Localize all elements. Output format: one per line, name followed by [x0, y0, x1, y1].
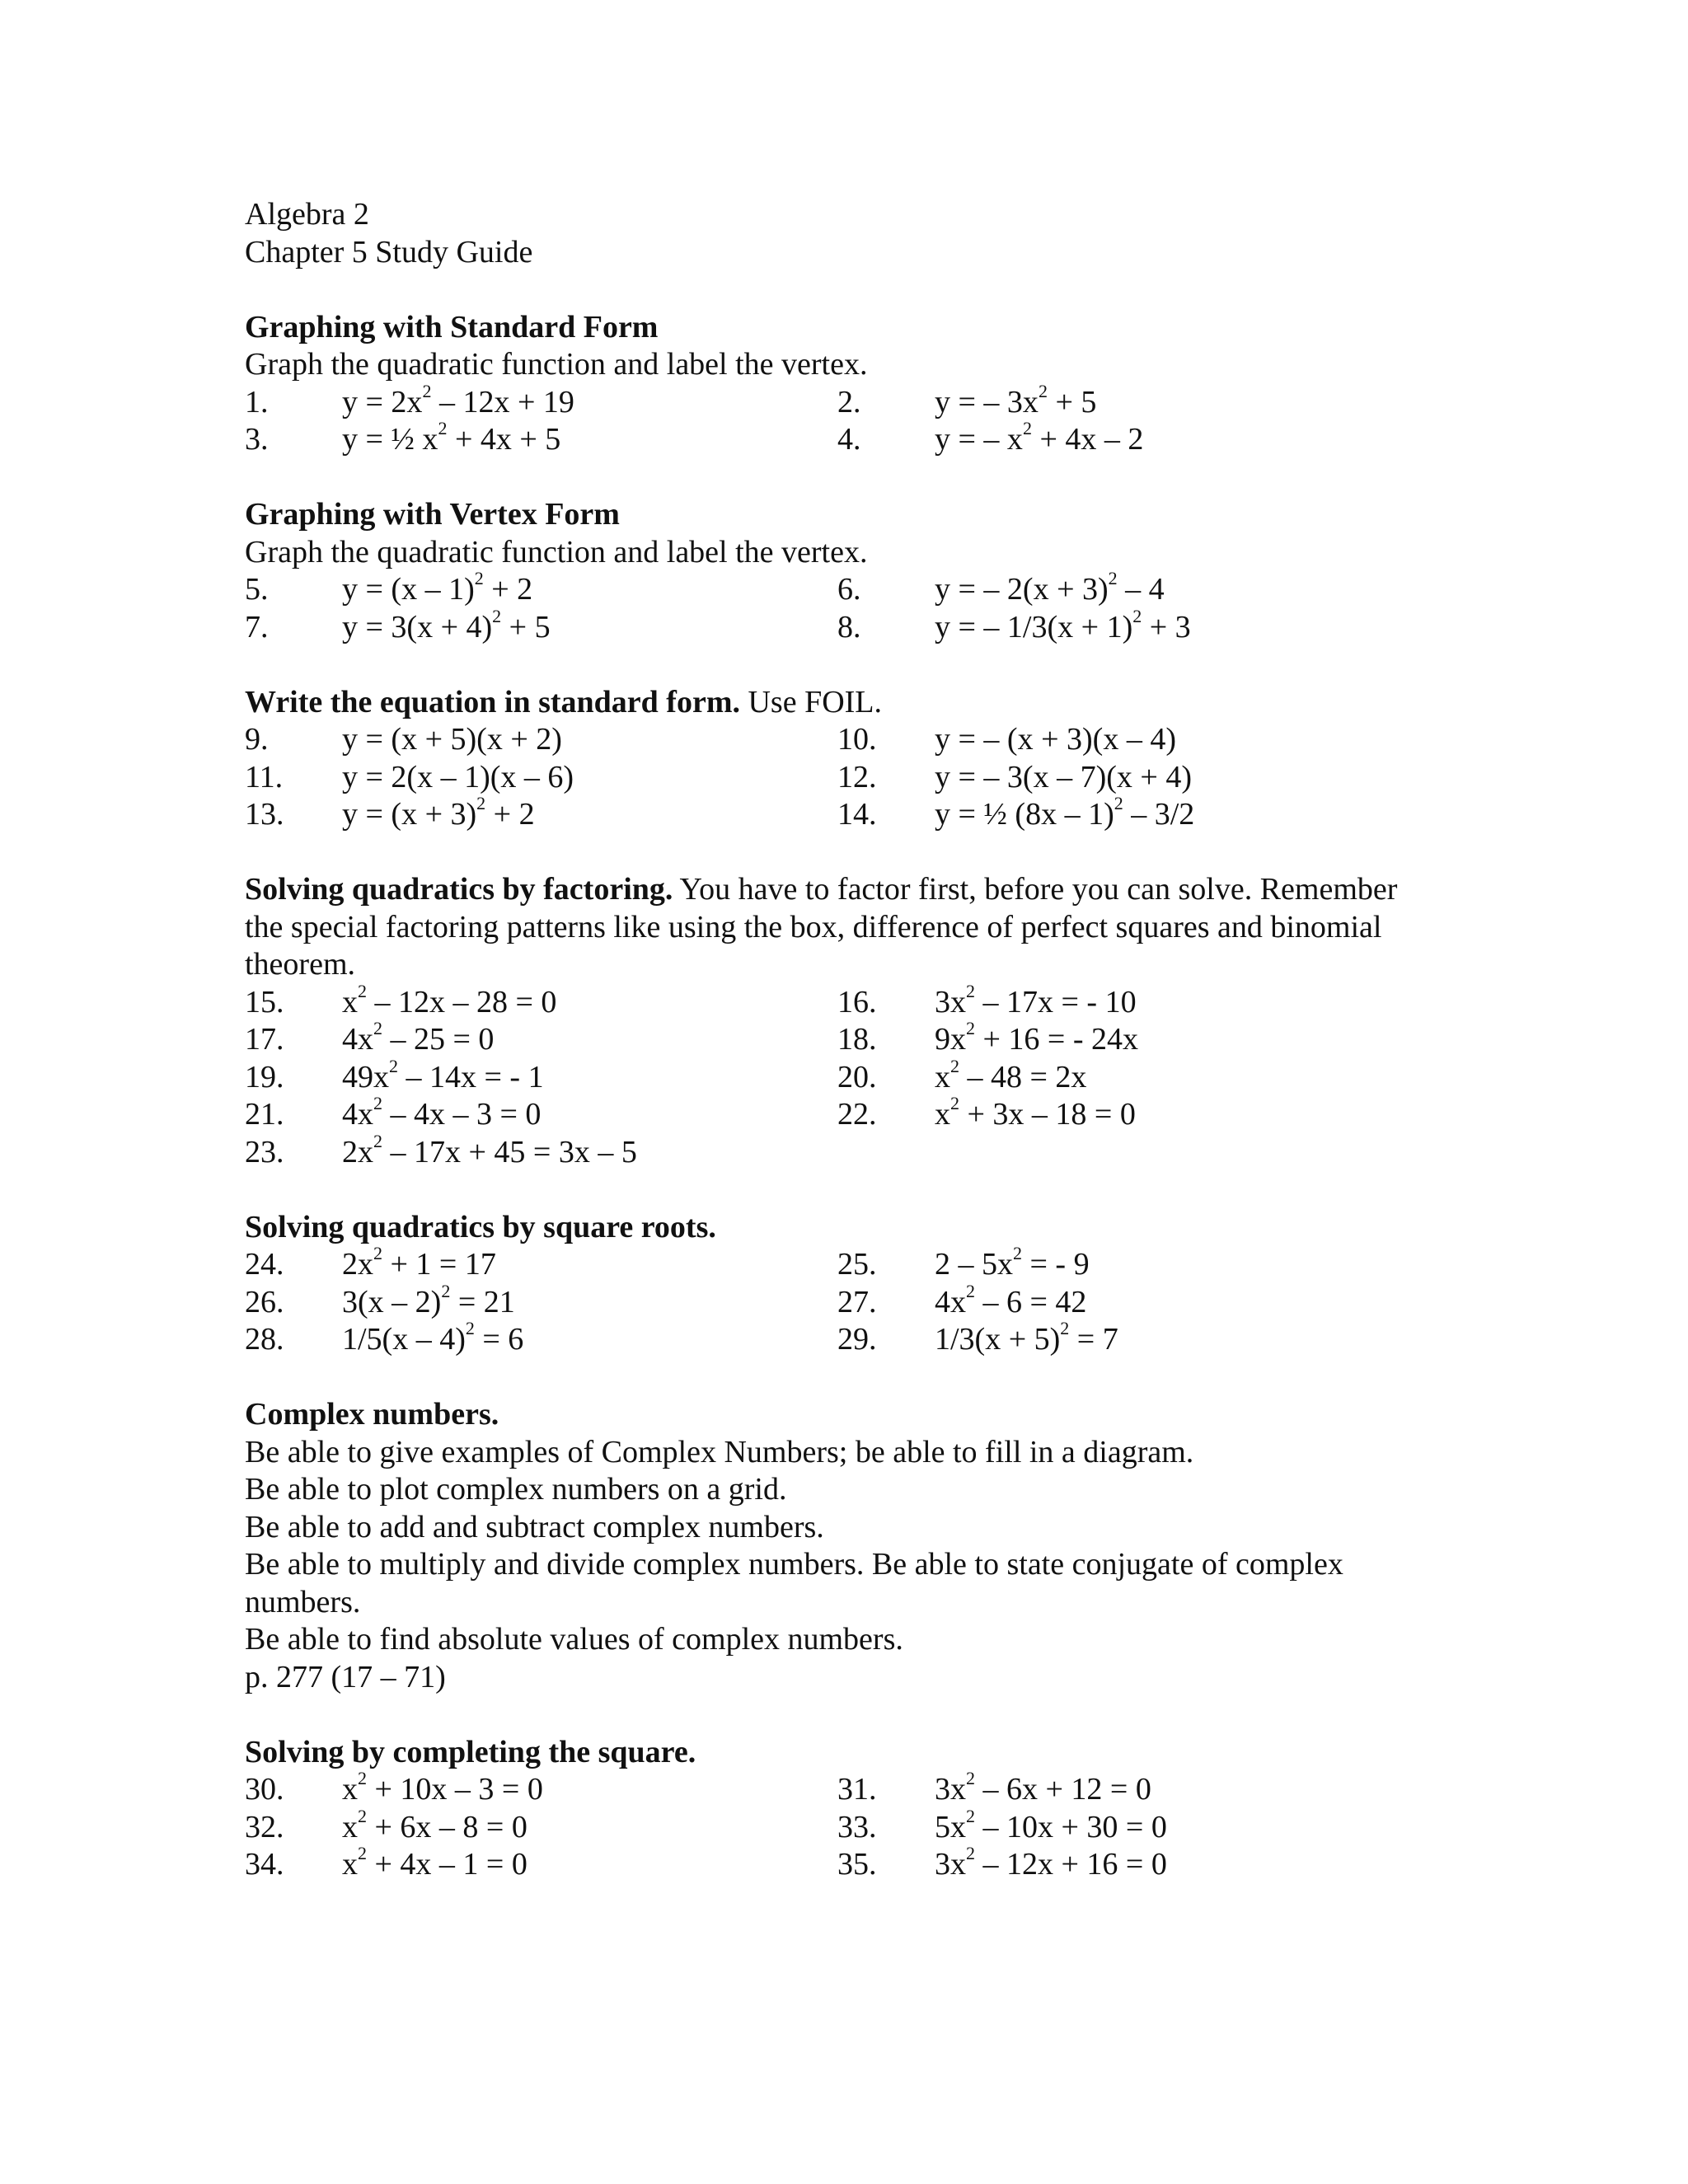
- problem-expression: $1/3(x + 5)^2 = 7$: [935, 1318, 1118, 1357]
- problem-number: 12.: [837, 759, 877, 794]
- problem-number: 27.: [837, 1284, 877, 1319]
- problem-expression: $4x^2 - 4x - 3 = 0$: [342, 1093, 542, 1132]
- problem-number: 9.: [245, 722, 269, 757]
- section: [245, 684, 1440, 834]
- section-heading: [245, 309, 1440, 347]
- exponent: 2: [465, 1318, 475, 1339]
- problem-expression: $49x^2 - 14x$ = - 1: [342, 1055, 544, 1094]
- problem-number: 23.: [245, 1134, 284, 1169]
- problem-expression: $9x^2 + 16$ = - 24x: [935, 1018, 1139, 1057]
- problem-row: [245, 1018, 1440, 1059]
- problem-expression: y = (x – 1)$^2$ + 2: [342, 568, 533, 607]
- exponent: 2: [1132, 605, 1142, 626]
- problem-expression: $x^2 - 12x - 28 = 0$: [342, 980, 557, 1019]
- problem-number: 6.: [837, 572, 861, 607]
- problem-number: 16.: [837, 984, 877, 1019]
- instruction-text: Be able to give examples of Complex Numbers; be able to fill in a diagram.: [245, 1434, 1194, 1469]
- problem-number: 31.: [837, 1772, 877, 1807]
- section: [245, 1734, 1440, 1884]
- section: [245, 496, 1440, 646]
- problem-expression: y = – 3(x – 7)(x + 4): [935, 759, 1192, 794]
- problem-expression: $x^2 + 6x - 8 = 0$: [342, 1805, 528, 1844]
- problem-number: 14.: [837, 797, 877, 832]
- problem-number: 25.: [837, 1247, 877, 1282]
- problem-number: 10.: [837, 722, 877, 757]
- exponent: 2: [474, 568, 484, 589]
- problem-number: 15.: [245, 984, 284, 1019]
- problem-expression: $4x^2 - 6 = 42$: [935, 1280, 1087, 1319]
- instruction-text: p. 277 (17 – 71): [245, 1659, 446, 1694]
- problem-expression: $2 - 5x^2$ = - 9: [935, 1243, 1090, 1282]
- problem-number: 28.: [245, 1322, 284, 1357]
- problem-row: [245, 721, 1440, 759]
- exponent: 2: [492, 605, 502, 626]
- problem-expression: $3x^2 - 17x$ = - 10: [935, 980, 1137, 1019]
- problem-row: [245, 605, 1440, 647]
- problem-number: 22.: [837, 1097, 877, 1132]
- problem-number: 32.: [245, 1809, 284, 1844]
- exponent: 2: [373, 1130, 382, 1151]
- problem-row: [245, 568, 1440, 609]
- problem-number: 34.: [245, 1847, 284, 1882]
- section-heading: [245, 871, 1440, 984]
- problem-expression: y = ½ $x^2 + 4x + 5$: [342, 418, 561, 457]
- exponent: 2: [422, 380, 432, 401]
- document-title: Chapter 5 Study Guide: [245, 234, 533, 269]
- problem-number: 21.: [245, 1097, 284, 1132]
- instruction-text: Be able to plot complex numbers on a grid.: [245, 1472, 787, 1507]
- problem-expression: $y = 2x^2 - 12x + 19$: [342, 380, 574, 419]
- section-heading: [245, 684, 1440, 722]
- problem-number: 3.: [245, 422, 269, 457]
- exponent: 2: [966, 1018, 975, 1039]
- problem-expression: $y = 3(x + 4)^2 + 5$: [342, 605, 551, 644]
- section-heading: [245, 1209, 1440, 1247]
- problem-number: 5.: [245, 572, 269, 607]
- course-name: Algebra 2: [245, 197, 369, 232]
- problem-number: 13.: [245, 797, 284, 832]
- problem-number: 4.: [837, 422, 861, 457]
- problem-row: [245, 1280, 1440, 1322]
- problem-row: [245, 1093, 1440, 1134]
- exponent: 2: [438, 418, 448, 439]
- problem-expression: $x^2 + 3x - 18 = 0$: [935, 1093, 1136, 1132]
- problem-number: 29.: [837, 1322, 877, 1357]
- exponent: 2: [950, 1055, 959, 1076]
- sections-container: [245, 309, 1440, 1884]
- exponent: 2: [358, 1843, 367, 1864]
- exponent: 2: [966, 980, 975, 1001]
- section-heading-note: Use FOIL.: [739, 684, 883, 719]
- exponent: 2: [358, 1768, 367, 1789]
- exponent: 2: [950, 1093, 959, 1114]
- problem-number: 30.: [245, 1772, 284, 1807]
- instruction-text: Be able to add and subtract complex numbers.: [245, 1509, 824, 1544]
- problem-expression: $2x^2 - 17x + 45 = 3x - 5$: [342, 1130, 637, 1169]
- section-heading: [245, 496, 1440, 534]
- problem-expression: $y = (x + 3)^2 + 2$: [342, 793, 535, 832]
- problem-row: [245, 1130, 1440, 1172]
- problem-number: 26.: [245, 1284, 284, 1319]
- problem-expression: $3x^2 - 12x + 16 = 0$: [935, 1843, 1167, 1882]
- problem-expression: y = – $3x^2 + 5$: [935, 380, 1097, 419]
- problem-number: 7.: [245, 609, 269, 644]
- problem-number: 35.: [837, 1847, 877, 1882]
- problem-expression: [935, 1134, 1440, 1172]
- problem-number: 17.: [245, 1022, 284, 1057]
- exponent: 2: [358, 980, 367, 1001]
- problem-expression: y = ½ (8x – 1)$^2$ – 3/2: [935, 793, 1195, 832]
- problem-row: [245, 1318, 1440, 1359]
- problem-expression: y = 2(x – 1)(x – 6): [342, 759, 574, 794]
- section-heading-bold: Write the equation in standard form.: [245, 684, 740, 719]
- exponent: 2: [1013, 1243, 1022, 1264]
- exponent: 2: [441, 1280, 451, 1301]
- problem-row: [245, 1843, 1440, 1884]
- section: [245, 309, 1440, 459]
- problem-number: 33.: [837, 1809, 877, 1844]
- problem-expression: $x^2 - 48 = 2x$: [935, 1055, 1087, 1094]
- problem-expression: $2x^2 + 1 = 17$: [342, 1243, 496, 1282]
- instruction-text: Graph the quadratic function and label the vertex.: [245, 534, 868, 569]
- section-heading-bold: Complex numbers.: [245, 1397, 499, 1432]
- section: [245, 1396, 1440, 1696]
- exponent: 2: [1038, 380, 1048, 401]
- section-heading-note: You have to factor first, before you can solve. Remember the special factoring patterns like using the box, difference of perfect squares and binomial theorem.: [245, 872, 1398, 982]
- exponent: 2: [476, 793, 486, 814]
- exponent: 2: [966, 1843, 975, 1864]
- problem-number: 1.: [245, 384, 269, 419]
- exponent: 2: [389, 1055, 398, 1076]
- section: [245, 1209, 1440, 1359]
- problem-expression: $x^2 + 4x - 1 = 0$: [342, 1843, 528, 1882]
- problem-expression: y = (x + 5)(x + 2): [342, 722, 562, 757]
- problem-expression: y = – $x^2 + 4x - 2$: [935, 418, 1144, 457]
- problem-expression: $5x^2 - 10x + 30 = 0$: [935, 1805, 1167, 1844]
- instruction-text: Graph the quadratic function and label the vertex.: [245, 347, 868, 382]
- exponent: 2: [373, 1243, 382, 1264]
- problem-row: [245, 1768, 1440, 1809]
- section-heading-bold: Solving quadratics by square roots.: [245, 1209, 716, 1244]
- exponent: 2: [966, 1280, 975, 1301]
- exponent: 2: [1022, 418, 1032, 439]
- problem-number: 2.: [837, 384, 861, 419]
- exponent: 2: [373, 1093, 382, 1114]
- problem-number: [837, 1134, 935, 1172]
- section-heading-bold: Solving quadratics by factoring.: [245, 872, 673, 907]
- exponent: 2: [1060, 1318, 1070, 1339]
- exponent: 2: [1108, 568, 1118, 589]
- problem-expression: y = – $2(x + 3)^2 - 4$: [935, 568, 1165, 607]
- problem-expression: y = – $1/3(x + 1)^2 + 3$: [935, 605, 1191, 644]
- section: [245, 871, 1440, 1171]
- section-heading-bold: Solving by completing the square.: [245, 1734, 696, 1769]
- problem-expression: $4x^2 - 25 = 0$: [342, 1018, 495, 1057]
- problem-number: 20.: [837, 1059, 877, 1094]
- problem-expression: 1/5(x – 4)$^2$ = 6: [342, 1318, 524, 1357]
- section-heading-bold: Graphing with Vertex Form: [245, 497, 620, 532]
- exponent: 2: [1114, 793, 1123, 814]
- problem-row: [245, 759, 1440, 797]
- exponent: 2: [358, 1805, 367, 1826]
- study-guide-page: [245, 196, 1440, 1884]
- instruction-text: Be able to find absolute values of complex numbers.: [245, 1622, 903, 1657]
- problem-number: 11.: [245, 759, 284, 794]
- problem-row: [245, 1243, 1440, 1284]
- problem-number: 24.: [245, 1247, 284, 1282]
- exponent: 2: [373, 1018, 382, 1039]
- exponent: 2: [966, 1805, 975, 1826]
- problem-expression: 3(x – 2)$^2$ = 21: [342, 1280, 515, 1319]
- problem-expression: $x^2 + 10x - 3 = 0$: [342, 1768, 543, 1807]
- problem-row: [245, 1055, 1440, 1097]
- problem-number: 18.: [837, 1022, 877, 1057]
- problem-row: [245, 418, 1440, 459]
- exponent: 2: [966, 1768, 975, 1789]
- problem-row: [245, 980, 1440, 1022]
- problem-row: [245, 793, 1440, 834]
- section-heading: [245, 1396, 1440, 1434]
- problem-row: [245, 1805, 1440, 1847]
- section-heading: [245, 1734, 1440, 1772]
- problem-number: 19.: [245, 1059, 284, 1094]
- instruction-text: Be able to multiply and divide complex numbers. Be able to state conjugate of complex numbers.: [245, 1547, 1343, 1619]
- section-heading-bold: Graphing with Standard Form: [245, 309, 659, 344]
- problem-row: [245, 380, 1440, 422]
- problem-expression: $3x^2 - 6x + 12 = 0$: [935, 1768, 1151, 1807]
- problem-number: 8.: [837, 609, 861, 644]
- problem-expression: y = – (x + 3)(x – 4): [935, 722, 1176, 757]
